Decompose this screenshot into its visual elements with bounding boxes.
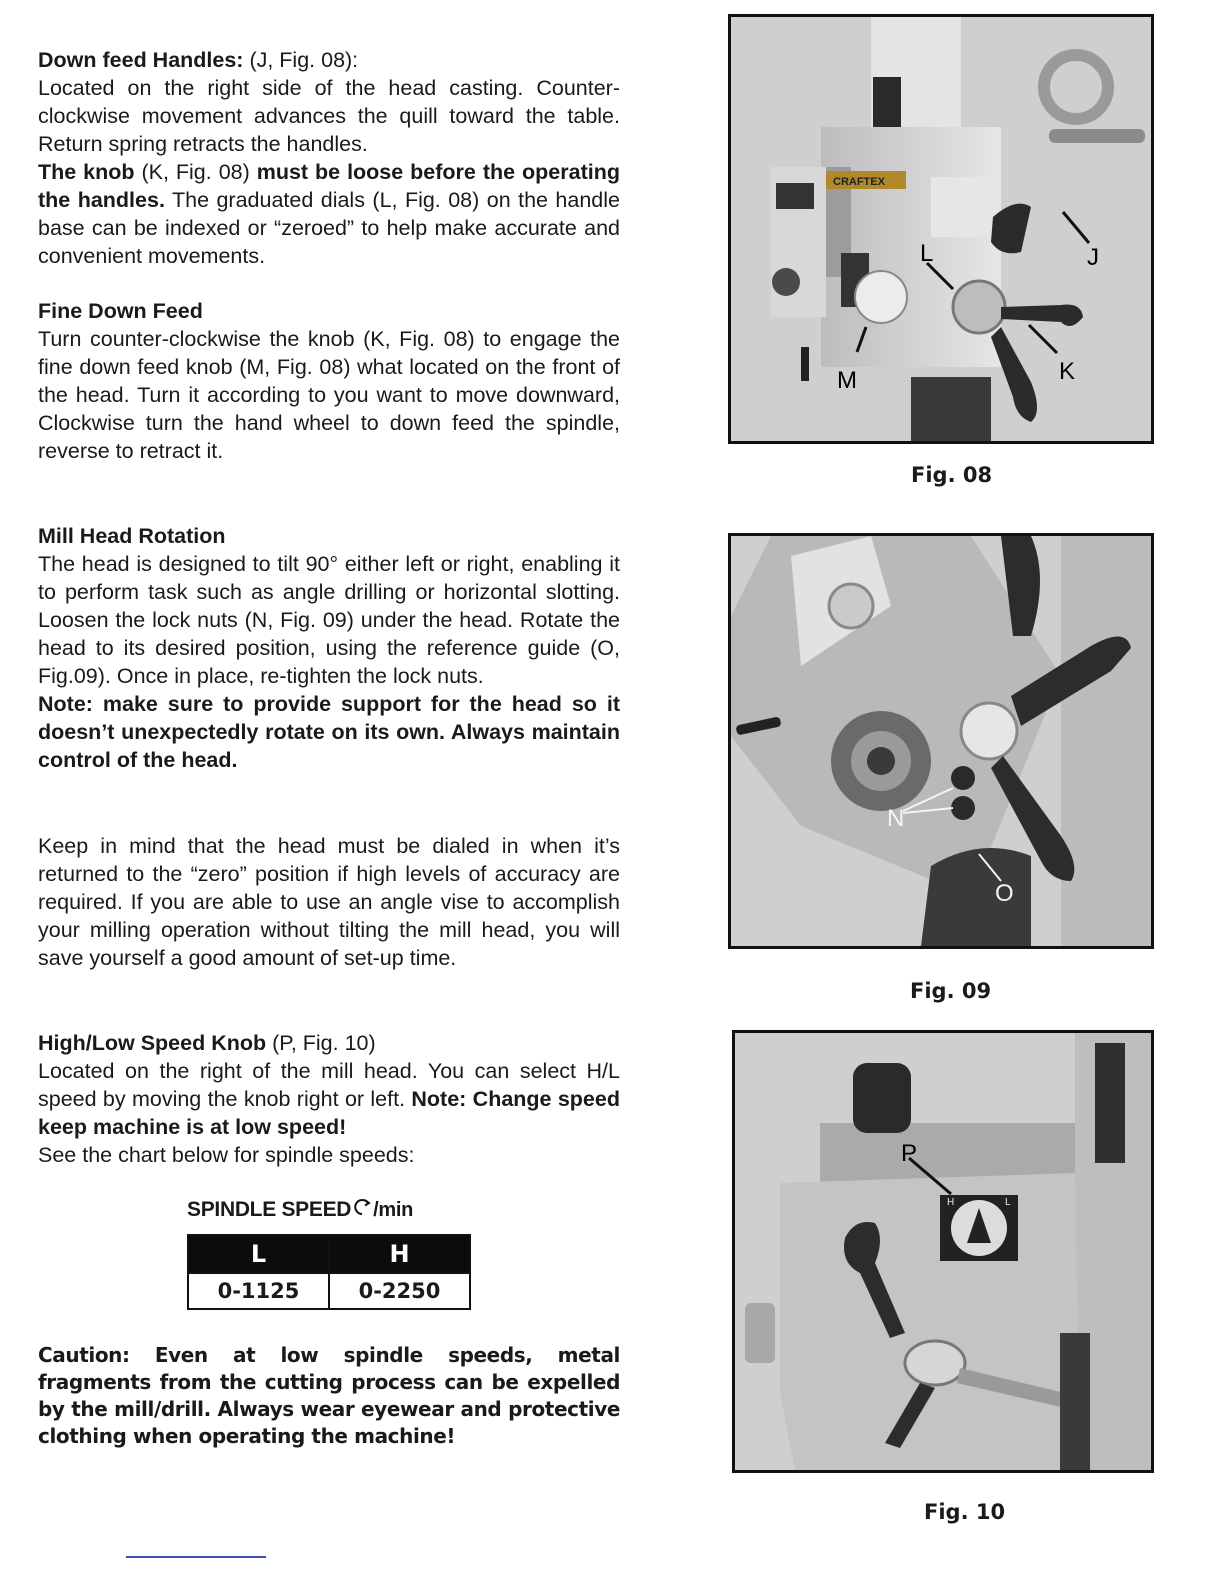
spindle-speed-chart [187,1196,471,1310]
fine-feed-body: Turn counter-clockwise the knob (K, Fig. 08) to engage the fine down feed knob (M, Fig. 08) what located on the front of the head. Turn it according to you want to move downward, Clockwise turn the hand wheel to down feed the spindle, reverse to retract it. [38,327,620,463]
speed-value-h: 0-2250 [329,1273,470,1309]
speed-knob-after: See the chart below for spindle speeds: [38,1143,415,1167]
speed-knob-body: Located on the right of the mill head. You can select H/L speed by moving the knob right or left. [38,1059,620,1111]
down-feed-p1: Located on the right side of the head casting. Counter-clockwise movement advances the quill toward the table. Return spring retracts the handles. [38,76,620,156]
fig10-mark-l: L [1005,1197,1011,1208]
down-feed-rest: The graduated dials (L, Fig. 08) on the handle base can be indexed or “zeroed” to help make accurate and convenient movements. [38,188,620,268]
fig10-mark-h: H [947,1197,955,1208]
speed-knob-heading-ref: (P, Fig. 10) [266,1031,376,1055]
fig08-label-m: M [837,367,857,394]
speed-value-l: 0-1125 [188,1273,329,1309]
speed-knob-heading: High/Low Speed Knob [38,1031,267,1055]
fig09-caption: Fig. 09 [910,979,992,1003]
fig08-label-k: K [1059,358,1076,385]
down-feed-ref: (K, Fig. 08) [134,160,257,184]
rotation-section [38,522,620,774]
fig08-label-l: L [920,240,934,267]
speed-header-h: H [329,1235,470,1273]
fine-feed-section [38,297,620,465]
down-feed-bold1: The knob [38,160,135,184]
spindle-speed-title: SPINDLE SPEED [187,1198,352,1221]
figure-09-photo [728,533,1154,949]
figure-10-photo [732,1030,1154,1473]
dial-in-section [38,832,620,972]
down-feed-bold2: must be loose before the operating the handles. [38,160,620,212]
fig10-caption: Fig. 10 [924,1500,1006,1524]
rotation-note: Note: make sure to provide support for the head so it doesn’t unexpectedly rotate on its own. Always maintain control of the head. [38,692,620,772]
down-feed-section [38,46,620,270]
rotation-arrow-icon [351,1196,373,1218]
footer-rule [126,1556,266,1558]
fig08-caption: Fig. 08 [911,463,993,487]
fig09-label-o: O [995,880,1014,907]
dial-in-body: Keep in mind that the head must be dialed in when it’s returned to the “zero” position if high levels of accuracy are required. If you are able to use an angle vise to accomplish your milling operation without tilting the mill head, you will save yourself a good amount of set-up time. [38,834,620,970]
down-feed-heading: Down feed Handles: [38,48,244,72]
fig08-label-j: J [1087,244,1099,271]
down-feed-heading-ref: (J, Fig. 08): [243,48,359,72]
caution-text: Caution: Even at low spindle speeds, metal fragments from the cutting process can be expelled by the mill/drill. Always wear eyewear and protective clothing when operating the machine! [38,1343,620,1448]
spindle-speed-unit: /min [373,1199,414,1221]
speed-header-l: L [188,1235,329,1273]
spindle-speed-table [187,1234,471,1310]
rotation-heading: Mill Head Rotation [38,524,226,548]
fine-feed-heading: Fine Down Feed [38,299,203,323]
fig09-label-n: N [887,805,905,832]
rotation-body: The head is designed to tilt 90° either left or right, enabling it to perform task such as angle drilling or horizontal slotting. Loosen the lock nuts (N, Fig. 09) under the head. Rotate the head to its desired position, using the reference guide (O, Fig.09). Once in place, re-tighten the lock nuts. [38,552,620,688]
fig08-brand: CRAFTEX [833,176,885,188]
speed-knob-note: Note: Change speed keep machine is at low speed! [38,1087,620,1139]
speed-knob-section [38,1029,620,1169]
figure-08-photo [728,14,1154,444]
fig10-label-p: P [901,1140,918,1167]
